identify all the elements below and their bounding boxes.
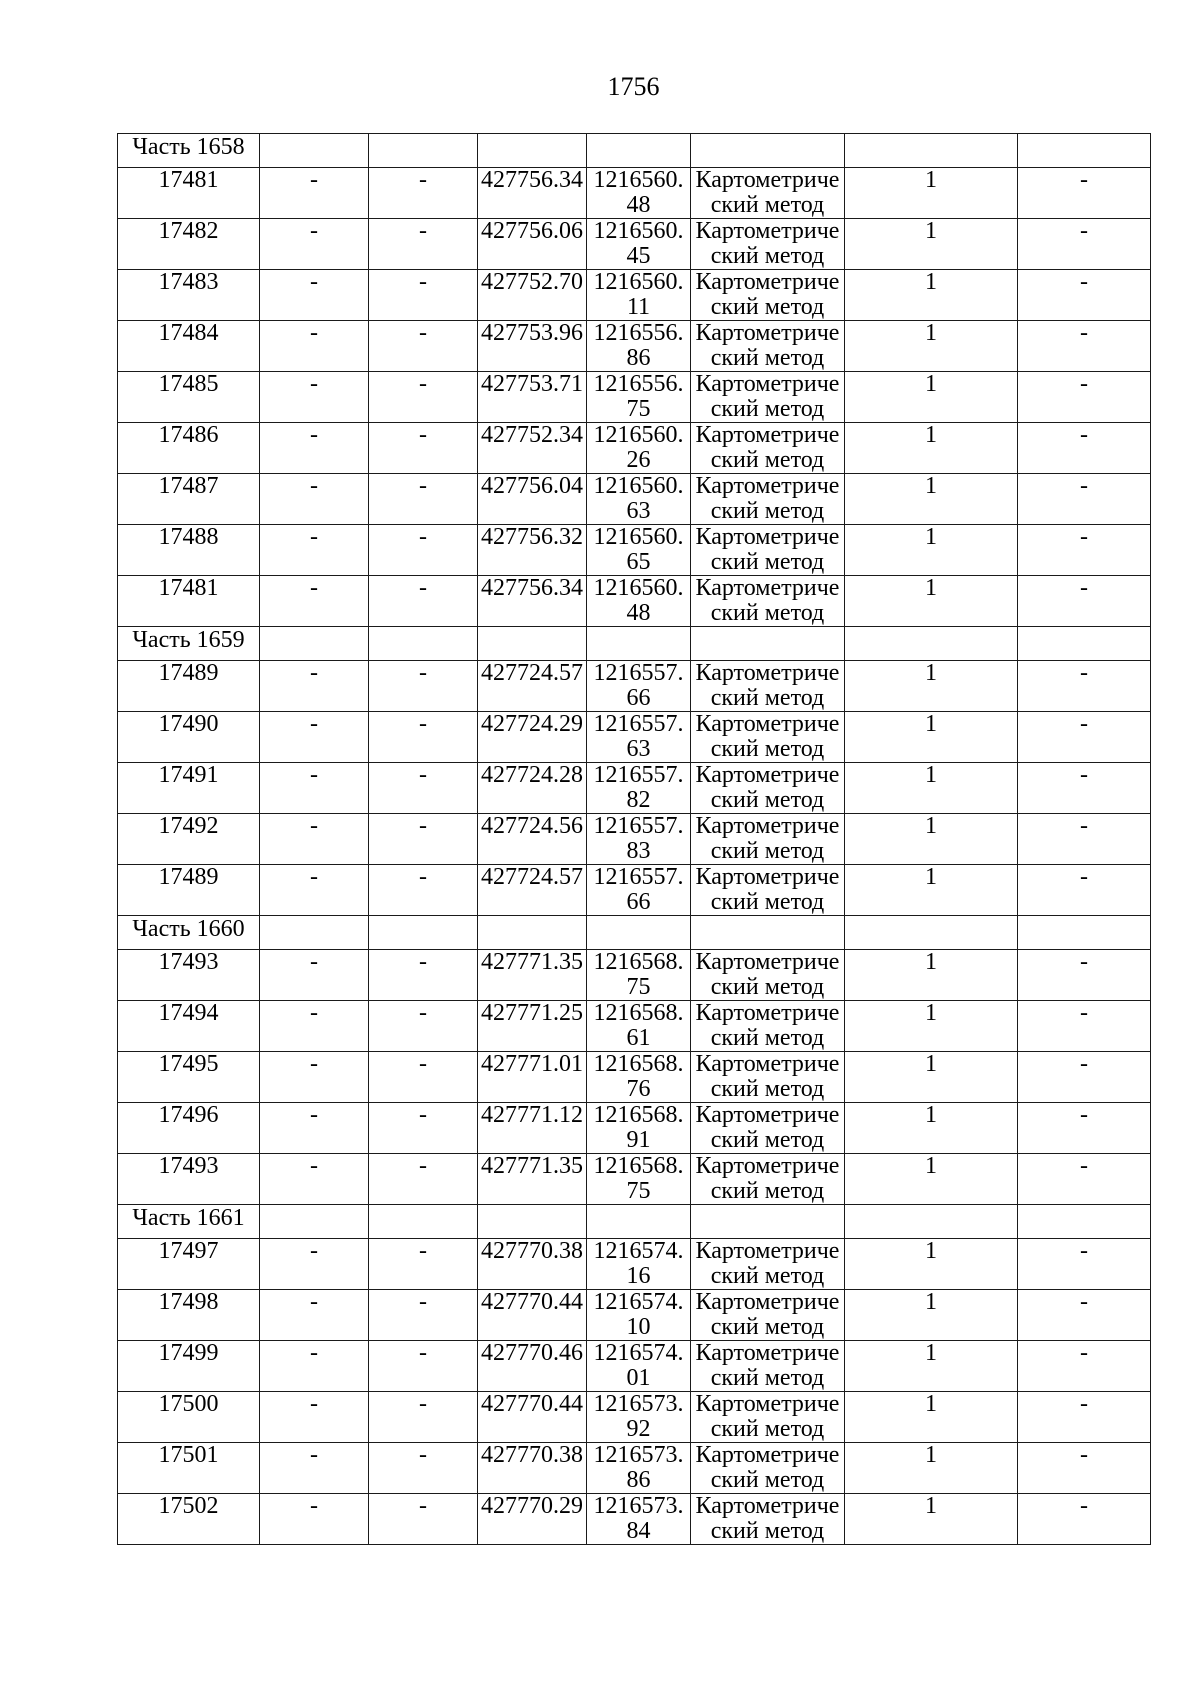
marking-cell: - <box>1018 525 1151 576</box>
error-cell: 1 <box>845 814 1018 865</box>
x-coordinate-cell: 427753.71 <box>478 372 587 423</box>
existing-x-cell: - <box>260 1392 369 1443</box>
error-cell: 1 <box>845 1392 1018 1443</box>
method-cell: Картометрический метод <box>691 423 845 474</box>
error-cell: 1 <box>845 1001 1018 1052</box>
page-number: 1756 <box>607 72 660 101</box>
x-coordinate-cell: 427756.06 <box>478 219 587 270</box>
error-cell: 1 <box>845 1341 1018 1392</box>
empty-cell <box>478 916 587 950</box>
existing-y-cell: - <box>369 525 478 576</box>
table-row <box>118 950 1151 1001</box>
existing-x-cell: - <box>260 1494 369 1545</box>
table-row <box>118 219 1151 270</box>
coordinates-table <box>117 133 1151 1545</box>
method-cell: Картометрический метод <box>691 763 845 814</box>
table-row <box>118 712 1151 763</box>
existing-x-cell: - <box>260 1103 369 1154</box>
existing-x-cell: - <box>260 525 369 576</box>
table-row <box>118 270 1151 321</box>
method-cell: Картометрический метод <box>691 814 845 865</box>
section-title: Часть 1661 <box>118 1205 260 1239</box>
existing-x-cell: - <box>260 372 369 423</box>
point-label-cell: 17482 <box>118 219 260 270</box>
empty-cell <box>845 1205 1018 1239</box>
error-cell: 1 <box>845 1154 1018 1205</box>
existing-x-cell: - <box>260 321 369 372</box>
x-coordinate-cell: 427724.29 <box>478 712 587 763</box>
method-cell: Картометрический метод <box>691 576 845 627</box>
y-coordinate-cell: 1216557.63 <box>587 712 691 763</box>
table-row <box>118 525 1151 576</box>
existing-y-cell: - <box>369 321 478 372</box>
error-cell: 1 <box>845 321 1018 372</box>
error-cell: 1 <box>845 168 1018 219</box>
empty-cell <box>478 134 587 168</box>
empty-cell <box>691 134 845 168</box>
y-coordinate-cell: 1216574.16 <box>587 1239 691 1290</box>
method-cell: Картометрический метод <box>691 1052 845 1103</box>
empty-cell <box>691 627 845 661</box>
x-coordinate-cell: 427771.35 <box>478 1154 587 1205</box>
marking-cell: - <box>1018 661 1151 712</box>
empty-cell <box>845 916 1018 950</box>
method-cell: Картометрический метод <box>691 1443 845 1494</box>
point-label-cell: 17496 <box>118 1103 260 1154</box>
y-coordinate-cell: 1216560.63 <box>587 474 691 525</box>
existing-y-cell: - <box>369 1103 478 1154</box>
y-coordinate-cell: 1216557.66 <box>587 661 691 712</box>
existing-x-cell: - <box>260 576 369 627</box>
y-coordinate-cell: 1216557.82 <box>587 763 691 814</box>
table-row <box>118 474 1151 525</box>
section-title: Часть 1660 <box>118 916 260 950</box>
y-coordinate-cell: 1216557.66 <box>587 865 691 916</box>
existing-y-cell: - <box>369 865 478 916</box>
existing-x-cell: - <box>260 168 369 219</box>
empty-cell <box>369 134 478 168</box>
point-label-cell: 17499 <box>118 1341 260 1392</box>
existing-x-cell: - <box>260 1290 369 1341</box>
empty-cell <box>845 627 1018 661</box>
empty-cell <box>691 916 845 950</box>
marking-cell: - <box>1018 423 1151 474</box>
marking-cell: - <box>1018 950 1151 1001</box>
empty-cell <box>1018 627 1151 661</box>
marking-cell: - <box>1018 712 1151 763</box>
error-cell: 1 <box>845 763 1018 814</box>
error-cell: 1 <box>845 1239 1018 1290</box>
point-label-cell: 17487 <box>118 474 260 525</box>
point-label-cell: 17493 <box>118 1154 260 1205</box>
existing-y-cell: - <box>369 219 478 270</box>
existing-y-cell: - <box>369 270 478 321</box>
marking-cell: - <box>1018 865 1151 916</box>
y-coordinate-cell: 1216560.48 <box>587 168 691 219</box>
x-coordinate-cell: 427770.44 <box>478 1290 587 1341</box>
error-cell: 1 <box>845 712 1018 763</box>
marking-cell: - <box>1018 1494 1151 1545</box>
empty-cell <box>478 1205 587 1239</box>
existing-y-cell: - <box>369 168 478 219</box>
error-cell: 1 <box>845 950 1018 1001</box>
marking-cell: - <box>1018 270 1151 321</box>
point-label-cell: 17481 <box>118 576 260 627</box>
marking-cell: - <box>1018 219 1151 270</box>
table-row <box>118 1290 1151 1341</box>
empty-cell <box>691 1205 845 1239</box>
existing-y-cell: - <box>369 661 478 712</box>
error-cell: 1 <box>845 661 1018 712</box>
existing-y-cell: - <box>369 950 478 1001</box>
existing-x-cell: - <box>260 423 369 474</box>
marking-cell: - <box>1018 1103 1151 1154</box>
table-row <box>118 1392 1151 1443</box>
error-cell: 1 <box>845 474 1018 525</box>
table-row <box>118 1239 1151 1290</box>
method-cell: Картометрический метод <box>691 1290 845 1341</box>
method-cell: Картометрический метод <box>691 661 845 712</box>
x-coordinate-cell: 427756.34 <box>478 576 587 627</box>
method-cell: Картометрический метод <box>691 1239 845 1290</box>
method-cell: Картометрический метод <box>691 219 845 270</box>
x-coordinate-cell: 427724.57 <box>478 661 587 712</box>
existing-y-cell: - <box>369 423 478 474</box>
marking-cell: - <box>1018 1341 1151 1392</box>
x-coordinate-cell: 427724.28 <box>478 763 587 814</box>
existing-x-cell: - <box>260 1052 369 1103</box>
x-coordinate-cell: 427756.32 <box>478 525 587 576</box>
existing-x-cell: - <box>260 814 369 865</box>
x-coordinate-cell: 427771.25 <box>478 1001 587 1052</box>
error-cell: 1 <box>845 1443 1018 1494</box>
x-coordinate-cell: 427724.57 <box>478 865 587 916</box>
table-row <box>118 372 1151 423</box>
error-cell: 1 <box>845 270 1018 321</box>
point-label-cell: 17486 <box>118 423 260 474</box>
existing-y-cell: - <box>369 1341 478 1392</box>
table-row <box>118 423 1151 474</box>
empty-cell <box>587 916 691 950</box>
error-cell: 1 <box>845 1052 1018 1103</box>
marking-cell: - <box>1018 1239 1151 1290</box>
empty-cell <box>260 916 369 950</box>
y-coordinate-cell: 1216560.48 <box>587 576 691 627</box>
method-cell: Картометрический метод <box>691 712 845 763</box>
y-coordinate-cell: 1216557.83 <box>587 814 691 865</box>
point-label-cell: 17490 <box>118 712 260 763</box>
point-label-cell: 17484 <box>118 321 260 372</box>
empty-cell <box>587 627 691 661</box>
existing-y-cell: - <box>369 814 478 865</box>
x-coordinate-cell: 427752.70 <box>478 270 587 321</box>
section-row <box>118 916 1151 950</box>
marking-cell: - <box>1018 372 1151 423</box>
section-title: Часть 1658 <box>118 134 260 168</box>
marking-cell: - <box>1018 1052 1151 1103</box>
y-coordinate-cell: 1216573.84 <box>587 1494 691 1545</box>
table-row <box>118 1052 1151 1103</box>
marking-cell: - <box>1018 1001 1151 1052</box>
method-cell: Картометрический метод <box>691 270 845 321</box>
empty-cell <box>260 627 369 661</box>
existing-x-cell: - <box>260 950 369 1001</box>
empty-cell <box>260 1205 369 1239</box>
empty-cell <box>478 627 587 661</box>
existing-y-cell: - <box>369 1443 478 1494</box>
error-cell: 1 <box>845 1494 1018 1545</box>
existing-x-cell: - <box>260 474 369 525</box>
existing-y-cell: - <box>369 372 478 423</box>
x-coordinate-cell: 427771.01 <box>478 1052 587 1103</box>
point-label-cell: 17495 <box>118 1052 260 1103</box>
method-cell: Картометрический метод <box>691 1154 845 1205</box>
empty-cell <box>369 1205 478 1239</box>
table-row <box>118 168 1151 219</box>
x-coordinate-cell: 427724.56 <box>478 814 587 865</box>
x-coordinate-cell: 427756.34 <box>478 168 587 219</box>
marking-cell: - <box>1018 1392 1151 1443</box>
table-row <box>118 576 1151 627</box>
error-cell: 1 <box>845 219 1018 270</box>
y-coordinate-cell: 1216560.65 <box>587 525 691 576</box>
existing-x-cell: - <box>260 865 369 916</box>
method-cell: Картометрический метод <box>691 1001 845 1052</box>
method-cell: Картометрический метод <box>691 372 845 423</box>
existing-x-cell: - <box>260 270 369 321</box>
empty-cell <box>587 1205 691 1239</box>
y-coordinate-cell: 1216568.75 <box>587 950 691 1001</box>
table-body <box>118 134 1151 1545</box>
y-coordinate-cell: 1216568.75 <box>587 1154 691 1205</box>
existing-x-cell: - <box>260 712 369 763</box>
y-coordinate-cell: 1216560.26 <box>587 423 691 474</box>
existing-x-cell: - <box>260 1443 369 1494</box>
point-label-cell: 17500 <box>118 1392 260 1443</box>
empty-cell <box>587 134 691 168</box>
existing-y-cell: - <box>369 1494 478 1545</box>
point-label-cell: 17498 <box>118 1290 260 1341</box>
empty-cell <box>1018 1205 1151 1239</box>
point-label-cell: 17485 <box>118 372 260 423</box>
section-row <box>118 627 1151 661</box>
error-cell: 1 <box>845 1103 1018 1154</box>
existing-x-cell: - <box>260 219 369 270</box>
point-label-cell: 17494 <box>118 1001 260 1052</box>
y-coordinate-cell: 1216573.86 <box>587 1443 691 1494</box>
existing-y-cell: - <box>369 1239 478 1290</box>
table-row <box>118 321 1151 372</box>
x-coordinate-cell: 427770.38 <box>478 1239 587 1290</box>
y-coordinate-cell: 1216568.61 <box>587 1001 691 1052</box>
method-cell: Картометрический метод <box>691 1341 845 1392</box>
existing-x-cell: - <box>260 1341 369 1392</box>
empty-cell <box>260 134 369 168</box>
marking-cell: - <box>1018 1443 1151 1494</box>
existing-x-cell: - <box>260 1239 369 1290</box>
existing-y-cell: - <box>369 1001 478 1052</box>
point-label-cell: 17481 <box>118 168 260 219</box>
y-coordinate-cell: 1216560.11 <box>587 270 691 321</box>
point-label-cell: 17483 <box>118 270 260 321</box>
existing-y-cell: - <box>369 576 478 627</box>
y-coordinate-cell: 1216574.01 <box>587 1341 691 1392</box>
y-coordinate-cell: 1216568.76 <box>587 1052 691 1103</box>
section-title: Часть 1659 <box>118 627 260 661</box>
existing-y-cell: - <box>369 474 478 525</box>
section-row <box>118 1205 1151 1239</box>
point-label-cell: 17491 <box>118 763 260 814</box>
x-coordinate-cell: 427770.29 <box>478 1494 587 1545</box>
y-coordinate-cell: 1216573.92 <box>587 1392 691 1443</box>
y-coordinate-cell: 1216556.75 <box>587 372 691 423</box>
table-row <box>118 1341 1151 1392</box>
table-row <box>118 763 1151 814</box>
method-cell: Картометрический метод <box>691 168 845 219</box>
table-row <box>118 814 1151 865</box>
existing-y-cell: - <box>369 1052 478 1103</box>
y-coordinate-cell: 1216568.91 <box>587 1103 691 1154</box>
point-label-cell: 17488 <box>118 525 260 576</box>
error-cell: 1 <box>845 576 1018 627</box>
marking-cell: - <box>1018 168 1151 219</box>
empty-cell <box>1018 134 1151 168</box>
existing-x-cell: - <box>260 661 369 712</box>
empty-cell <box>1018 916 1151 950</box>
x-coordinate-cell: 427756.04 <box>478 474 587 525</box>
y-coordinate-cell: 1216560.45 <box>587 219 691 270</box>
x-coordinate-cell: 427770.46 <box>478 1341 587 1392</box>
existing-x-cell: - <box>260 1001 369 1052</box>
marking-cell: - <box>1018 1290 1151 1341</box>
table-row <box>118 865 1151 916</box>
marking-cell: - <box>1018 321 1151 372</box>
marking-cell: - <box>1018 1154 1151 1205</box>
existing-y-cell: - <box>369 712 478 763</box>
x-coordinate-cell: 427771.12 <box>478 1103 587 1154</box>
error-cell: 1 <box>845 1290 1018 1341</box>
point-label-cell: 17489 <box>118 661 260 712</box>
empty-cell <box>369 916 478 950</box>
point-label-cell: 17489 <box>118 865 260 916</box>
existing-y-cell: - <box>369 1154 478 1205</box>
table-row <box>118 1103 1151 1154</box>
table-row <box>118 661 1151 712</box>
y-coordinate-cell: 1216574.10 <box>587 1290 691 1341</box>
table-row <box>118 1001 1151 1052</box>
existing-y-cell: - <box>369 763 478 814</box>
empty-cell <box>369 627 478 661</box>
method-cell: Картометрический метод <box>691 1103 845 1154</box>
point-label-cell: 17492 <box>118 814 260 865</box>
marking-cell: - <box>1018 474 1151 525</box>
method-cell: Картометрический метод <box>691 525 845 576</box>
marking-cell: - <box>1018 576 1151 627</box>
error-cell: 1 <box>845 372 1018 423</box>
method-cell: Картометрический метод <box>691 1392 845 1443</box>
point-label-cell: 17502 <box>118 1494 260 1545</box>
y-coordinate-cell: 1216556.86 <box>587 321 691 372</box>
method-cell: Картометрический метод <box>691 474 845 525</box>
table-row <box>118 1154 1151 1205</box>
point-label-cell: 17501 <box>118 1443 260 1494</box>
x-coordinate-cell: 427752.34 <box>478 423 587 474</box>
x-coordinate-cell: 427770.38 <box>478 1443 587 1494</box>
existing-x-cell: - <box>260 1154 369 1205</box>
error-cell: 1 <box>845 423 1018 474</box>
x-coordinate-cell: 427770.44 <box>478 1392 587 1443</box>
existing-y-cell: - <box>369 1392 478 1443</box>
marking-cell: - <box>1018 814 1151 865</box>
table-row <box>118 1494 1151 1545</box>
point-label-cell: 17493 <box>118 950 260 1001</box>
x-coordinate-cell: 427771.35 <box>478 950 587 1001</box>
error-cell: 1 <box>845 525 1018 576</box>
point-label-cell: 17497 <box>118 1239 260 1290</box>
existing-y-cell: - <box>369 1290 478 1341</box>
method-cell: Картометрический метод <box>691 321 845 372</box>
error-cell: 1 <box>845 865 1018 916</box>
table-row <box>118 1443 1151 1494</box>
section-row <box>118 134 1151 168</box>
method-cell: Картометрический метод <box>691 1494 845 1545</box>
x-coordinate-cell: 427753.96 <box>478 321 587 372</box>
existing-x-cell: - <box>260 763 369 814</box>
method-cell: Картометрический метод <box>691 865 845 916</box>
method-cell: Картометрический метод <box>691 950 845 1001</box>
marking-cell: - <box>1018 763 1151 814</box>
empty-cell <box>845 134 1018 168</box>
